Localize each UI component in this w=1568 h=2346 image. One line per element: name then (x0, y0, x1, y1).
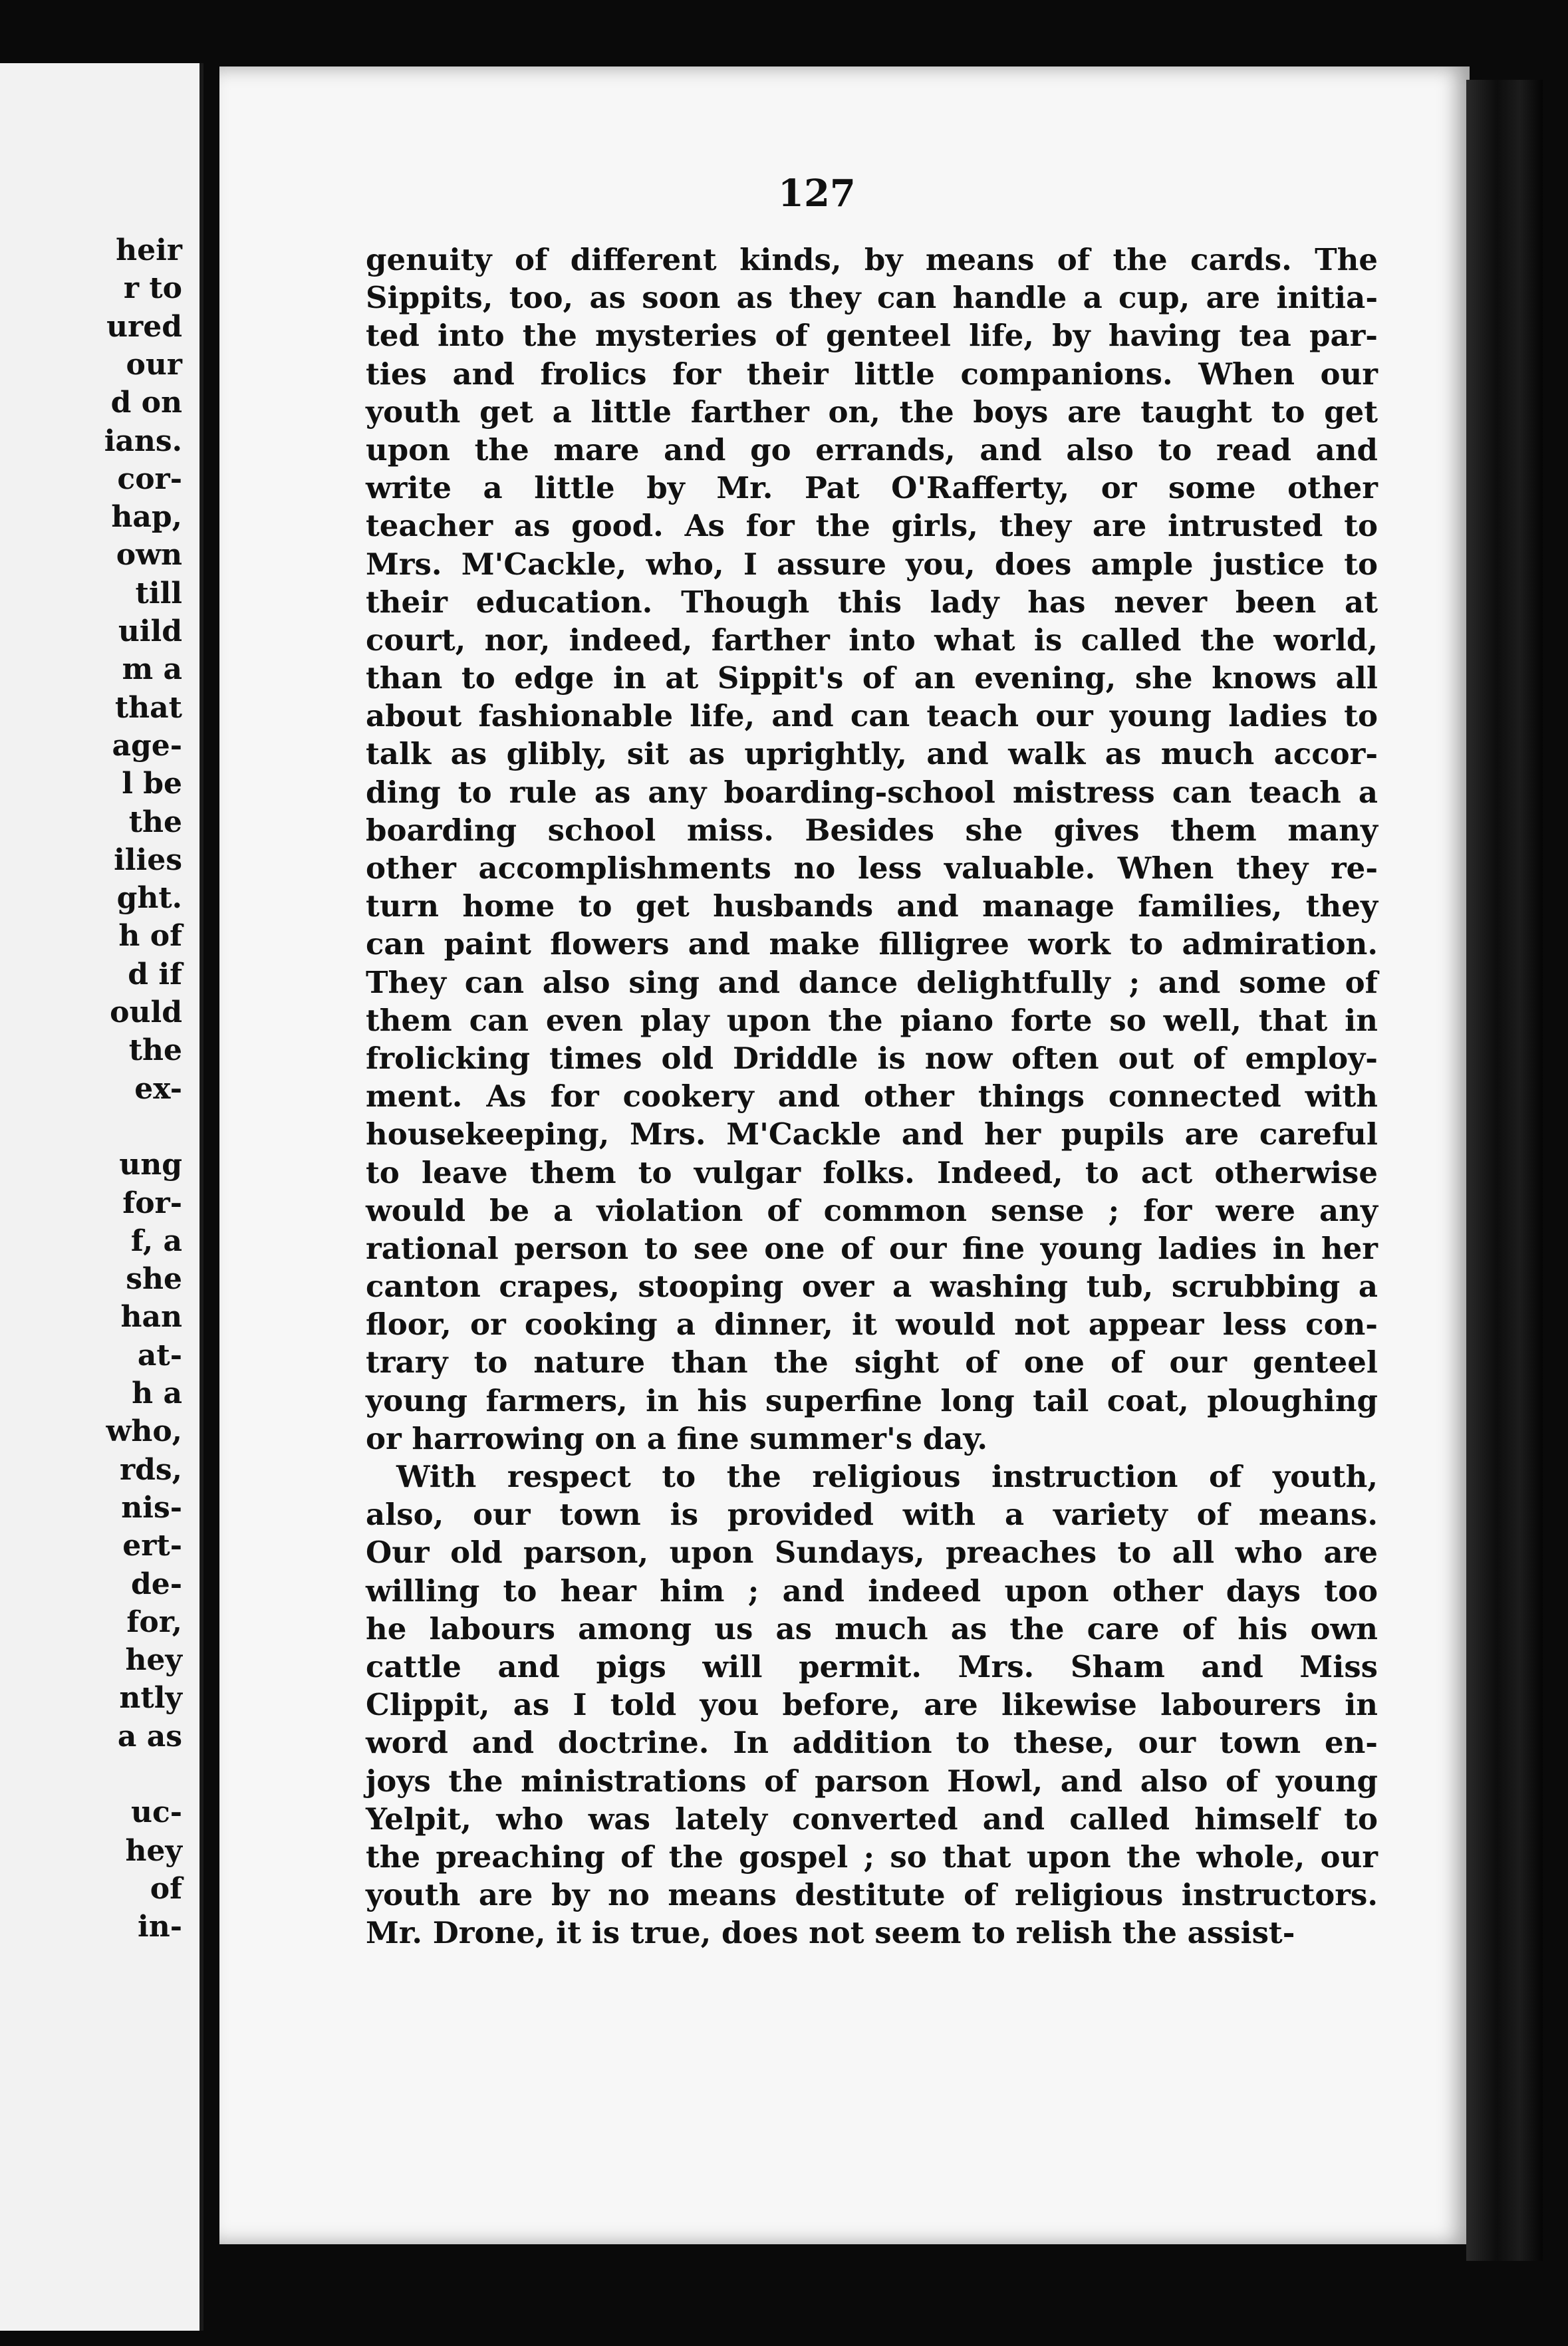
text-line: them can even play upon the piano forte so well, that in (366, 1002, 1378, 1038)
facing-page-fragment: for- (122, 1186, 182, 1220)
text-line: cattle and pigs will permit. Mrs. Sham and Miss (366, 1648, 1378, 1684)
text-line: willing to hear him ; and indeed upon other days too (366, 1573, 1378, 1609)
facing-page-fragment: till (135, 576, 182, 610)
facing-page-fragment: own (116, 538, 182, 573)
text-line: to leave them to vulgar folks. Indeed, to act otherwise (366, 1154, 1378, 1190)
text-line: floor, or cooking a dinner, it would not appear less con- (366, 1307, 1378, 1343)
text-line: Sippits, too, as soon as they can handle a cup, are initia- (366, 280, 1378, 316)
text-line: write a little by Mr. Pat O'Rafferty, or some other (366, 470, 1378, 506)
text-line: housekeeping, Mrs. M'Cackle and her pupils are careful (366, 1116, 1378, 1152)
text-line: ties and frolics for their little companions. When our (366, 356, 1378, 392)
text-line: youth are by no means destitute of religious instructors. (366, 1877, 1378, 1913)
facing-page-fragment: uc- (130, 1795, 182, 1830)
facing-page (0, 63, 203, 2331)
facing-page-fragment: h a (132, 1376, 182, 1410)
facing-page-fragment: hap, (111, 500, 182, 535)
facing-page-fragment: of (150, 1871, 182, 1906)
book-spine-edge (1466, 80, 1543, 2261)
facing-page-fragment: han (120, 1300, 182, 1335)
facing-page-fragment: ert- (122, 1529, 182, 1563)
text-line: young farmers, in his superfine long tail coat, ploughing (366, 1382, 1378, 1418)
text-line: genuity of different kinds, by means of the cards. The (366, 242, 1378, 277)
text-line: can paint flowers and make filligree work to admiration. (366, 926, 1378, 962)
facing-page-fragment: ured (106, 309, 182, 344)
facing-page-fragment: the (128, 1033, 182, 1068)
facing-page-fragment: who, (106, 1414, 182, 1449)
facing-page-fragment: uild (118, 614, 182, 648)
text-line: joys the ministrations of parson Howl, and also of young (366, 1763, 1378, 1799)
facing-page-fragment: in- (138, 1910, 182, 1944)
text-line: or harrowing on a fine summer's day. (366, 1420, 988, 1456)
text-line: about fashionable life, and can teach our young ladies to (366, 698, 1378, 734)
facing-page-fragment: a as (117, 1719, 182, 1754)
facing-page-fragment: ght. (116, 881, 182, 916)
facing-page-fragment: d if (128, 957, 182, 991)
facing-page-fragment: de- (130, 1567, 182, 1601)
facing-page-fragment: r to (123, 271, 182, 306)
facing-page-fragment: at- (137, 1338, 182, 1372)
text-line: With respect to the religious instruction of youth, (396, 1459, 1378, 1494)
facing-page-fragment: age- (112, 728, 182, 763)
facing-page-fragment: rds, (119, 1452, 182, 1487)
text-line: talk as glibly, sit as uprightly, and walk as much accor- (366, 736, 1378, 772)
text-line: than to edge in at Sippit's of an evening, she knows all (366, 660, 1378, 696)
book-page (219, 66, 1470, 2244)
facing-page-fragment: for, (126, 1605, 182, 1639)
text-line: court, nor, indeed, farther into what is called the world, (366, 622, 1378, 658)
facing-page-fragment: hey (125, 1833, 182, 1868)
text-line: trary to nature than the sight of one of our genteel (366, 1345, 1378, 1380)
facing-page-fragment: h of (118, 919, 182, 954)
text-line: would be a violation of common sense ; for were any (366, 1192, 1378, 1228)
facing-page-fragment: she (126, 1262, 182, 1297)
facing-page-fragment: ex- (134, 1071, 182, 1106)
page-body-text (366, 241, 1378, 1952)
text-line: word and doctrine. In addition to these, our town en- (366, 1725, 1378, 1761)
text-line: Mr. Drone, it is true, does not seem to relish the assist- (366, 1915, 1295, 1951)
facing-page-fragment: ntly (119, 1681, 182, 1716)
text-line: upon the mare and go errands, and also to read and (366, 432, 1378, 467)
facing-page-fragment: cor- (117, 461, 182, 496)
text-line: Mrs. M'Cackle, who, I assure you, does ample justice to (366, 546, 1378, 582)
text-line: ding to rule as any boarding-school mistress can teach a (366, 774, 1378, 810)
facing-page-fragment: ians. (104, 424, 182, 458)
facing-page-fragment: hey (125, 1643, 182, 1678)
facing-page-fragment: ould (110, 995, 182, 1029)
facing-page-fragment: the (128, 805, 182, 839)
page-number: 127 (778, 172, 856, 215)
text-line: Clippit, as I told you before, are likewise labourers in (366, 1687, 1378, 1723)
text-line: the preaching of the gospel ; so that upon the whole, our (366, 1839, 1378, 1875)
text-line: teacher as good. As for the girls, they are intrusted to (366, 508, 1378, 544)
text-line: other accomplishments no less valuable. When they re- (366, 850, 1378, 886)
facing-page-fragment: nis- (121, 1490, 182, 1525)
facing-page-fragment: m a (122, 652, 182, 687)
facing-page-fragment: heir (116, 233, 182, 267)
text-line: ted into the mysteries of genteel life, by having tea par- (366, 318, 1378, 354)
facing-page-fragment: our (126, 347, 182, 382)
text-line: Yelpit, who was lately converted and called himself to (366, 1801, 1378, 1837)
text-line: turn home to get husbands and manage families, they (366, 888, 1378, 924)
facing-page-fragment: ung (119, 1148, 182, 1182)
text-line: also, our town is provided with a variety of means. (366, 1497, 1378, 1533)
text-line: boarding school miss. Besides she gives them many (366, 812, 1378, 848)
facing-page-fragment: d on (110, 386, 182, 420)
facing-page-fragment: f, a (130, 1224, 182, 1258)
text-line: ment. As for cookery and other things connected with (366, 1079, 1378, 1114)
text-line: Our old parson, upon Sundays, preaches to all who are (366, 1535, 1378, 1571)
text-line: their education. Though this lady has never been at (366, 584, 1378, 620)
text-line: he labours among us as much as the care of his own (366, 1611, 1378, 1646)
facing-page-fragment: that (114, 690, 182, 725)
text-line: rational person to see one of our fine young ladies in her (366, 1230, 1378, 1266)
facing-page-fragment: l be (122, 767, 182, 801)
text-line: canton crapes, stooping over a washing tub, scrubbing a (366, 1269, 1378, 1305)
text-line: youth get a little farther on, the boys are taught to get (366, 394, 1378, 430)
facing-page-fragment: ilies (114, 843, 182, 877)
text-line: frolicking times old Driddle is now often out of employ- (366, 1040, 1378, 1076)
text-line: They can also sing and dance delightfully ; and some of (366, 964, 1378, 1000)
